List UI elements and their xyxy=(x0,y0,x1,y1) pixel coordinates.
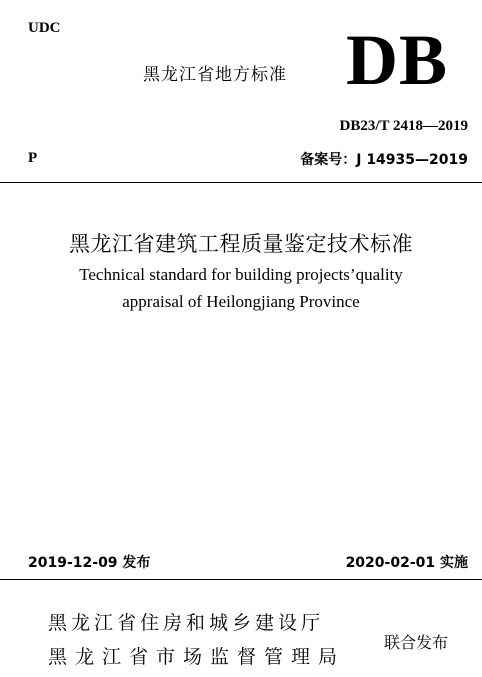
standard-type: 黑龙江省地方标准 xyxy=(143,65,287,85)
bottom-divider xyxy=(0,579,482,580)
classification-code: P xyxy=(28,150,38,166)
document-title-chinese: 黑龙江省建筑工程质量鉴定技术标准 xyxy=(69,232,413,256)
joint-release-label: 联合发布 xyxy=(384,633,449,652)
issuer-market-regulation: 黑龙江省市场监督管理局 xyxy=(48,646,346,668)
document-title-english-line-1: Technical standard for building projects’quality xyxy=(79,265,403,284)
udc-label: UDC xyxy=(28,20,61,36)
issue-date: 2019-12-09 发布 xyxy=(28,555,151,571)
top-divider xyxy=(0,182,482,183)
document-title-english-line-2: appraisal of Heilongjiang Province xyxy=(122,292,360,311)
implementation-date: 2020-02-01 实施 xyxy=(345,555,468,571)
issuer-housing-department: 黑龙江省住房和城乡建设厅 xyxy=(48,612,325,634)
record-number: 备案号：J 14935—2019 xyxy=(300,152,468,168)
standard-number: DB23/T 2418—2019 xyxy=(339,118,468,134)
db-logo: DB xyxy=(346,20,449,100)
